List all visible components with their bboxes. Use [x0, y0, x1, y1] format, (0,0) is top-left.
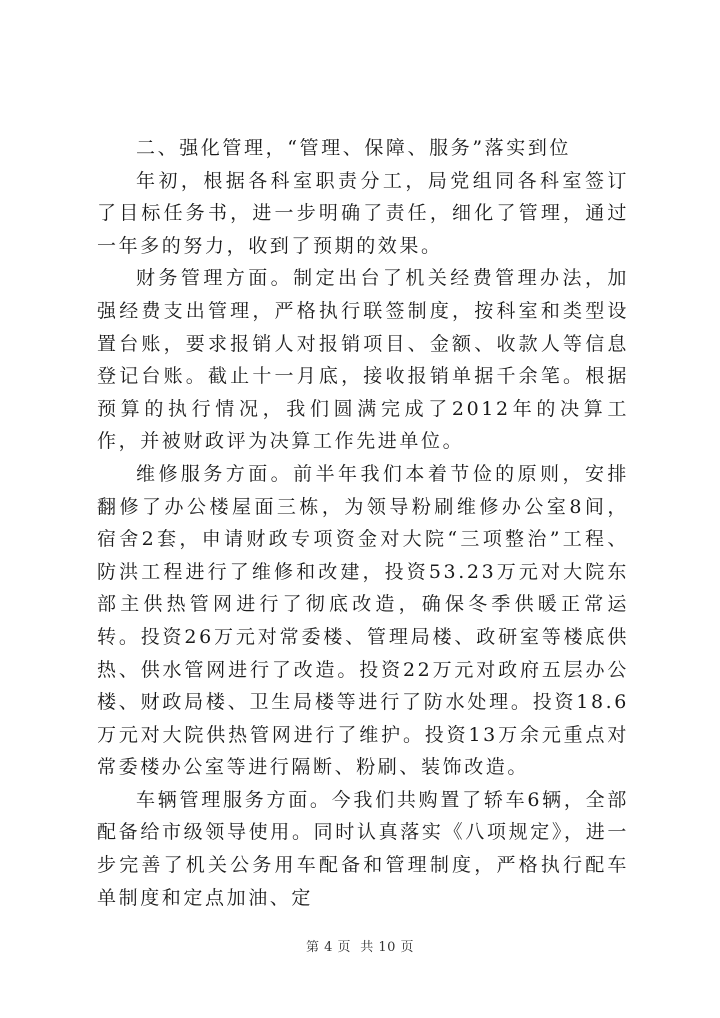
section-heading: 二、强化管理，“管理、保障、服务”落实到位: [136, 137, 572, 159]
paragraph-maintenance-service: 维修服务方面。前半年我们本着节俭的原则，安排翻修了办公楼屋面三栋，为领导粉刷维修办公室8间，宿舍2套，申请财政专项资金对大院“三项整治”工程、防洪工程进行了维修和改建，投资53.23万元对大院东部主供热管网进行了彻底改造，确保冬季供暖正常运转。投资26万元对常委楼、管理局楼、政研室等楼底供热、供水管网进行了改造。投资22万元对政府五层办公楼、财政局楼、卫生局楼等进行了防水处理。投资18.6万元对大院供热管网进行了维护。投资13万余元重点对常委楼办公室等进行隔断、粉刷、装饰改造。: [97, 462, 629, 779]
paragraph-vehicle-management: 车辆管理服务方面。今我们共购置了轿车6辆，全部配备给市级领导使用。同时认真落实《八项规定》，进一步完善了机关公务用车配备和管理制度，严格执行配车单制度和定点加油、定: [97, 788, 629, 909]
page-number-label: 第 4 页 共 10 页: [305, 940, 415, 955]
document-body: [97, 132, 629, 914]
paragraph-finance-management: 财务管理方面。制定出台了机关经费管理办法，加强经费支出管理，严格执行联签制度，按科室和类型设置台账，要求报销人对报销项目、金额、收款人等信息登记台账。截止十一月底，接收报销单据千余笔。根据预算的执行情况，我们圆满完成了2012年的决算工作，并被财政评为决算工作先进单位。: [97, 267, 629, 453]
page-footer: [0, 936, 720, 955]
paragraph-intro: 年初，根据各科室职责分工，局党组同各科室签订了目标任务书，进一步明确了责任，细化了管理，通过一年多的努力，收到了预期的效果。: [97, 169, 629, 257]
